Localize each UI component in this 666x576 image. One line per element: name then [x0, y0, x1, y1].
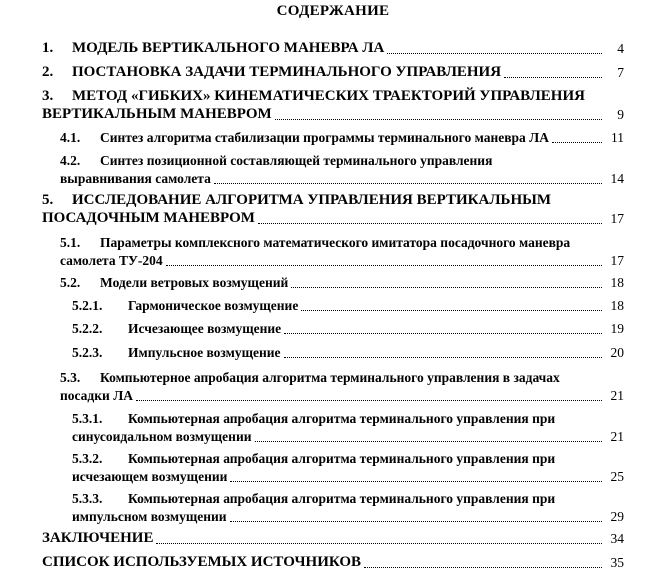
toc-entry-title: Компьютерное апробация алгоритма терминального управления в задачах [100, 370, 560, 385]
toc-page-number: 18 [610, 275, 624, 290]
toc-entry-title: Синтез алгоритма стабилизации программы терминального маневра ЛА [100, 130, 549, 145]
toc-page-number: 9 [617, 107, 624, 122]
toc-entry-title: Синтез позиционной составляющей терминального управления [100, 153, 493, 168]
toc-page-number: 14 [610, 171, 624, 186]
toc-entry-title: Параметры комплексного математического имитатора посадочного маневра [100, 235, 571, 250]
toc-entry-title: ЗАКЛЮЧЕНИЕ [42, 530, 154, 546]
toc-entry-number: 5.2.2. [72, 321, 103, 336]
toc-entry-title: посадки ЛА [60, 388, 134, 403]
dot-leader [214, 183, 602, 184]
toc-page-number: 7 [617, 65, 624, 80]
toc-entry-number: 5.2. [60, 275, 81, 290]
toc-entry-title: Модели ветровых возмущений [100, 275, 289, 290]
toc-page-number: 35 [610, 555, 624, 570]
toc-entry-title: Компьютерная апробация алгоритма терминального управления при [128, 491, 556, 506]
dot-leader [230, 521, 602, 522]
toc-entry-title: ИССЛЕДОВАНИЕ АЛГОРИТМА УПРАВЛЕНИЯ ВЕРТИКАЛЬНЫМ [72, 192, 552, 208]
toc-entry-title: Компьютерная апробация алгоритма терминального управления при [128, 411, 556, 426]
toc-page-number: 19 [610, 321, 624, 336]
toc-entry-number: 5. [42, 192, 54, 208]
toc-entry-number: 3. [42, 88, 54, 104]
toc-entry-title: Гармоническое возмущение [128, 298, 299, 313]
toc-entry-title: Исчезающее возмущение [128, 321, 282, 336]
toc-page-number: 25 [610, 469, 624, 484]
toc-page-number: 21 [610, 388, 624, 403]
toc-entry-number: 5.2.3. [72, 345, 103, 360]
toc-page-number: 18 [610, 298, 624, 313]
dot-leader [301, 310, 602, 311]
dot-leader [275, 119, 602, 120]
dot-leader [364, 567, 602, 568]
toc-entry-title: Компьютерная апробация алгоритма терминального управления при [128, 451, 556, 466]
toc-entry-title: ВЕРТИКАЛЬНЫМ МАНЕВРОМ [42, 106, 272, 122]
toc-entry-title: самолета ТУ-204 [60, 253, 163, 268]
toc-page-number: 21 [610, 429, 624, 444]
dot-leader [504, 77, 602, 78]
dot-leader [284, 333, 602, 334]
toc-page-number: 11 [611, 130, 624, 145]
toc-page-number: 17 [610, 253, 624, 268]
toc-page-number: 34 [610, 531, 624, 546]
dot-leader [291, 287, 602, 288]
dot-leader [166, 265, 602, 266]
toc-entry-title: выравнивания самолета [60, 171, 211, 186]
toc-entry-number: 2. [42, 64, 54, 80]
toc-entry-number: 5.3.1. [72, 411, 103, 426]
toc-entry-title: МЕТОД «ГИБКИХ» КИНЕМАТИЧЕСКИХ ТРАЕКТОРИЙ УПРАВЛЕНИЯ [72, 88, 585, 104]
dot-leader [230, 481, 602, 482]
toc-page-number: 17 [610, 211, 624, 226]
dot-leader [258, 223, 602, 224]
toc-page-number: 20 [610, 345, 624, 360]
dot-leader [136, 400, 602, 401]
dot-leader [156, 543, 602, 544]
toc-entry-title: синусоидальном возмущении [72, 429, 252, 444]
toc-entry-number: 5.3.3. [72, 491, 103, 506]
toc-entry-title: МОДЕЛЬ ВЕРТИКАЛЬНОГО МАНЕВРА ЛА [72, 40, 385, 56]
toc-page-number: 29 [610, 509, 624, 524]
toc-entry-number: 5.3.2. [72, 451, 103, 466]
toc-entry-number: 1. [42, 40, 54, 56]
toc-entry-title: Импульсное возмущение [128, 345, 281, 360]
toc-entry-number: 4.1. [60, 130, 81, 145]
dot-leader [284, 357, 602, 358]
toc-entry-title: ПОСАДОЧНЫМ МАНЕВРОМ [42, 210, 255, 226]
toc-title: СОДЕРЖАНИЕ [276, 3, 390, 19]
toc-entry-title: исчезающем возмущении [72, 469, 228, 484]
dot-leader [387, 53, 602, 54]
toc-page-number: 4 [617, 41, 624, 56]
toc-entry-title: импульсном возмущении [72, 509, 227, 524]
toc-entry-title: ПОСТАНОВКА ЗАДАЧИ ТЕРМИНАЛЬНОГО УПРАВЛЕНИЯ [72, 64, 502, 80]
dot-leader [255, 441, 602, 442]
dot-leader [552, 142, 602, 143]
toc-entry-number: 5.3. [60, 370, 81, 385]
toc-entry-number: 4.2. [60, 153, 81, 168]
toc-entry-number: 5.1. [60, 235, 81, 250]
toc-entry-title: СПИСОК ИСПОЛЬЗУЕМЫХ ИСТОЧНИКОВ [42, 554, 362, 570]
toc-entry-number: 5.2.1. [72, 298, 103, 313]
